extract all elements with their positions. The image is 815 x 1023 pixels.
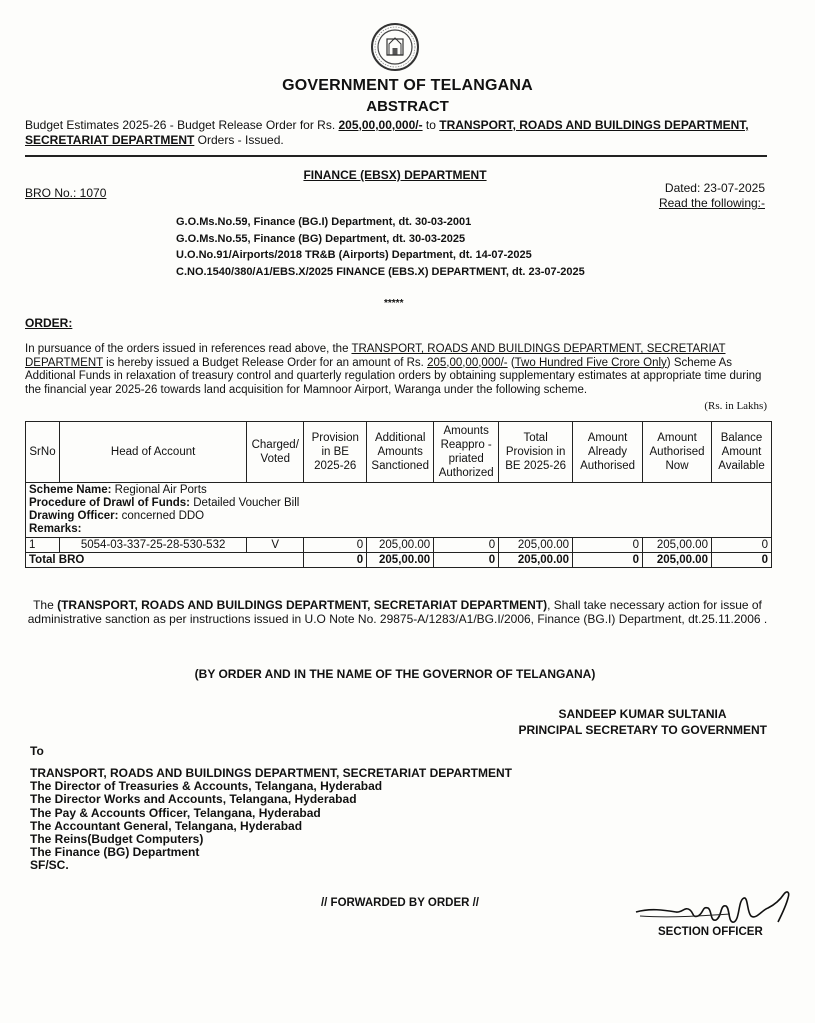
- col-already-authorised: Amount Already Authorised: [573, 422, 643, 483]
- recipient-item: The Director of Treasuries & Accounts, Telangana, Hyderabad: [30, 779, 383, 794]
- table-row: 1 5054-03-337-25-28-530-532 V 0 205,00.00 0 205,00.00 0 205,00.00 0: [26, 538, 772, 553]
- recipient-item: The Reins(Budget Computers): [30, 832, 204, 847]
- action-paragraph: The (TRANSPORT, ROADS AND BUILDINGS DEPARTMENT, SECRETARIAT DEPARTMENT), Shall take necessary action for issue of administrative sanction as per instructions issued in U.O Note No. 29875-A/1283/A1/BG.I/2006, Finance (BG.I) Department, dt.25.11.2006 .: [27, 598, 768, 626]
- total-row: Total BRO 0 205,00.00 0 205,00.00 0 205,00.00 0: [26, 553, 772, 568]
- col-srno: SrNo: [26, 422, 60, 483]
- reference-item: G.O.Ms.No.59, Finance (BG.I) Department, dt. 30-03-2001: [176, 216, 472, 228]
- order-date: Dated: 23-07-2025: [664, 181, 765, 195]
- order-heading: ORDER:: [25, 316, 73, 330]
- bro-table: [25, 421, 772, 568]
- recipient-item: The Finance (BG) Department: [30, 845, 200, 860]
- separator-stars: *****: [384, 298, 404, 309]
- state-emblem-icon: [370, 22, 420, 72]
- reference-item: C.NO.1540/380/A1/EBS.X/2025 FINANCE (EBS.X) DEPARTMENT, dt. 23-07-2025: [176, 265, 585, 278]
- signatory-block: [519, 706, 767, 738]
- col-additional: Additional Amounts Sanctioned: [367, 422, 434, 483]
- issuing-department: FINANCE (EBSX) DEPARTMENT: [303, 168, 487, 182]
- references-list: [176, 214, 585, 280]
- units-note: (Rs. in Lakhs): [704, 400, 767, 412]
- scheme-info: Scheme Name: Regional Air Ports Procedure of Drawl of Funds: Detailed Voucher Bill Drawing Officer: concerned DDO Remarks:: [26, 483, 772, 538]
- section-officer-label: SECTION OFFICER: [658, 926, 763, 938]
- bro-number: BRO No.: 1070: [25, 186, 107, 200]
- order-paragraph: In pursuance of the orders issued in references read above, the TRANSPORT, ROADS AND BUILDINGS DEPARTMENT, SECRETARIAT DEPARTMENT is hereby issued a Budget Release Order for an amount of Rs. 205,00,00,000/- (Two Hundred Five Crore Only) Scheme As Additional Funds in relaxation of treasury control and quarterly regulation orders by obtaining supplementary estimates at appropriate time during the financial year 2025-26 towards land acquisition for Mamnoor Airport, Waranga under the following scheme.: [25, 343, 762, 396]
- col-total-provision: Total Provision in BE 2025-26: [499, 422, 573, 483]
- col-provision: Provision in BE 2025-26: [304, 422, 367, 483]
- subject-line: Budget Estimates 2025-26 - Budget Release Order for Rs. 205,00,00,000/- to TRANSPORT, ROADS AND BUILDINGS DEPARTMENT, SECRETARIAT DEPARTMENT Orders - Issued.: [25, 118, 749, 147]
- to-label: To: [30, 744, 44, 758]
- government-title: GOVERNMENT OF TELANGANA: [282, 77, 533, 94]
- col-balance: Balance Amount Available: [711, 422, 771, 483]
- read-following: Read the following:-: [658, 196, 765, 210]
- scheme-info-row: [26, 483, 772, 538]
- recipient-item: TRANSPORT, ROADS AND BUILDINGS DEPARTMENT, SECRETARIAT DEPARTMENT: [30, 766, 513, 780]
- table-header-row: [26, 422, 772, 483]
- recipient-item: SF/SC.: [30, 858, 69, 873]
- recipient-item: The Accountant General, Telangana, Hyderabad: [30, 818, 303, 833]
- subject-department: TRANSPORT, ROADS AND BUILDINGS DEPARTMENT, SECRETARIAT DEPARTMENT: [25, 118, 749, 147]
- by-order-line: (BY ORDER AND IN THE NAME OF THE GOVERNOR OF TELANGANA): [194, 667, 596, 681]
- col-authorised-now: Amount Authorised Now: [643, 422, 712, 483]
- col-head-of-account: Head of Account: [59, 422, 246, 483]
- abstract-title: ABSTRACT: [366, 98, 449, 115]
- col-reappropriated: Amounts Reappro -priated Authorized: [434, 422, 499, 483]
- col-charged-voted: Charged/ Voted: [247, 422, 304, 483]
- signatory-name: SANDEEP KUMAR SULTANIA: [558, 707, 727, 721]
- reference-item: G.O.Ms.No.55, Finance (BG) Department, dt. 30-03-2025: [176, 232, 466, 245]
- divider: [25, 155, 767, 157]
- recipient-item: The Pay & Accounts Officer, Telangana, Hyderabad: [30, 805, 321, 820]
- recipient-item: The Director Works and Accounts, Telangana, Hyderabad: [30, 792, 357, 807]
- reference-item: U.O.No.91/Airports/2018 TR&B (Airports) Department, dt. 14-07-2025: [176, 249, 532, 261]
- subject-amount: 205,00,00,000/-: [338, 118, 423, 132]
- signatory-designation: PRINCIPAL SECRETARY TO GOVERNMENT: [518, 723, 767, 737]
- forwarded-by-order: // FORWARDED BY ORDER //: [320, 897, 480, 909]
- recipients-list: [30, 767, 512, 873]
- date-block: [659, 181, 765, 211]
